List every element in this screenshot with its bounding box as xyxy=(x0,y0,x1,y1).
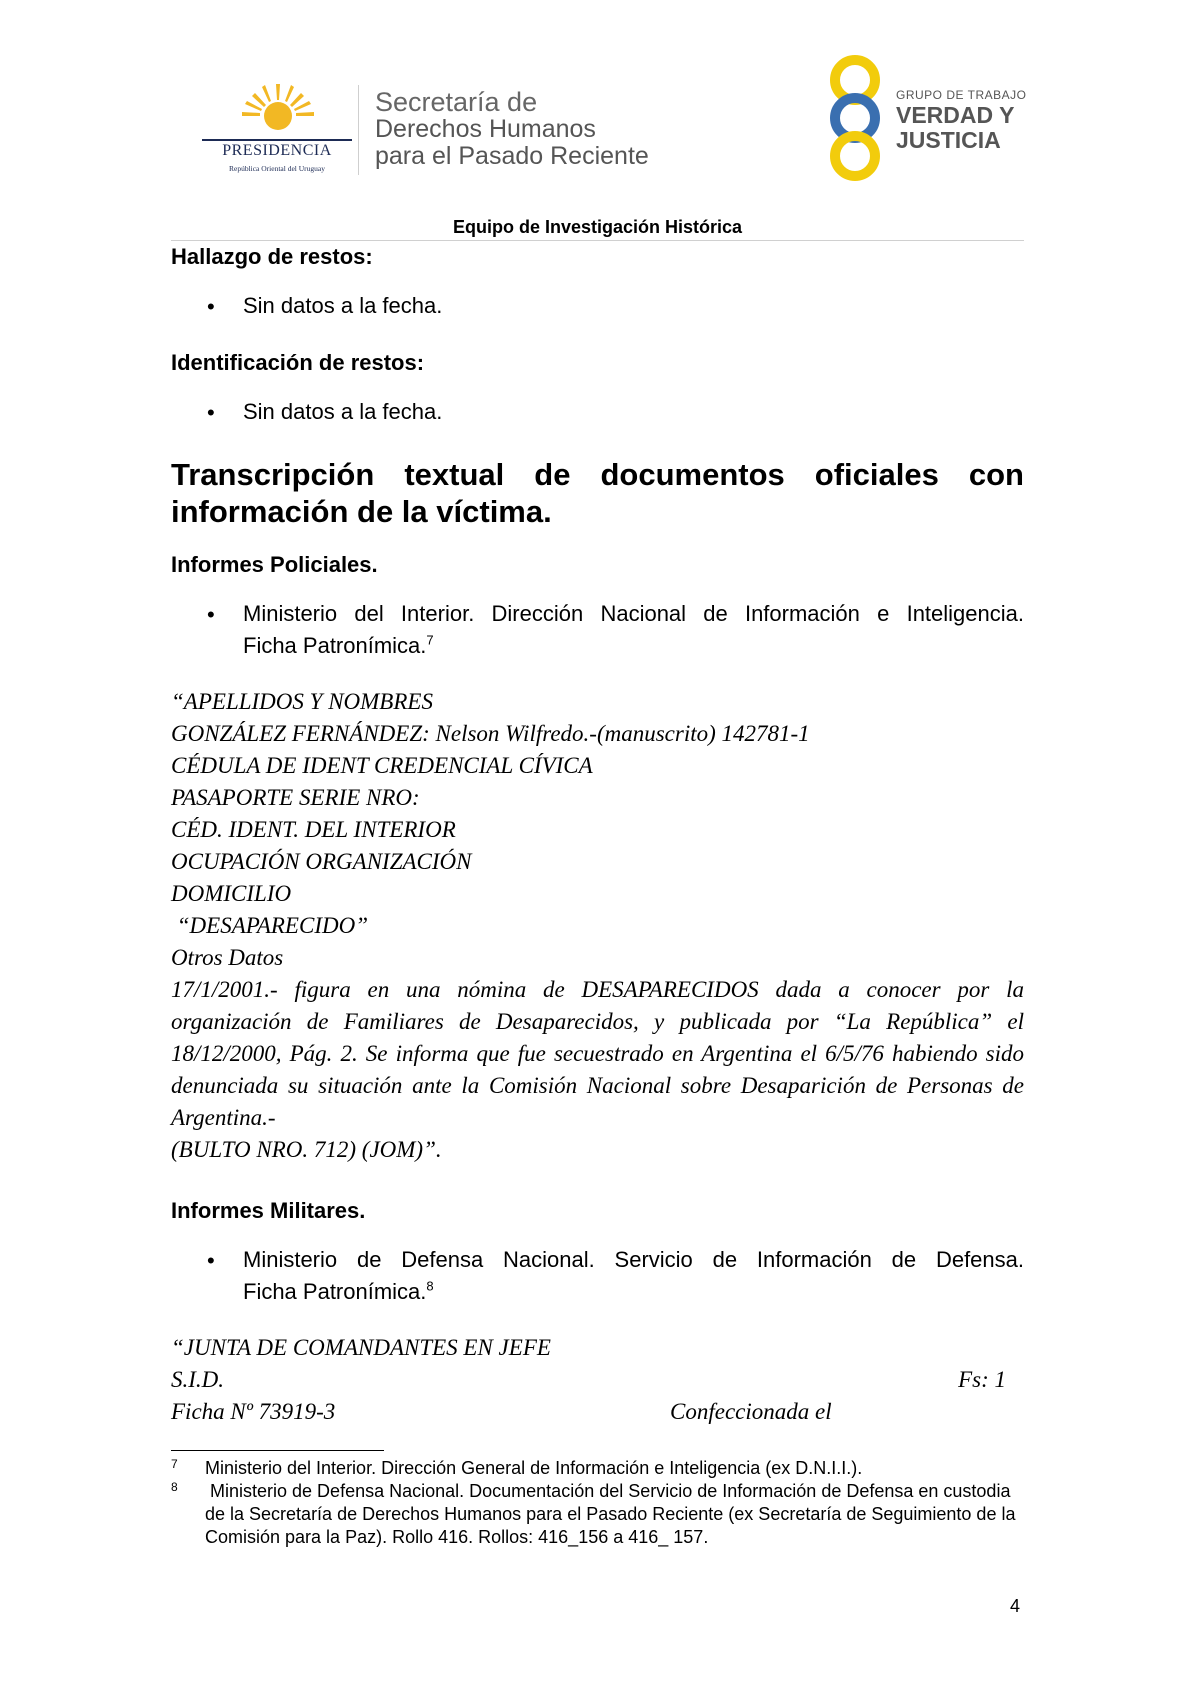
footnote-ref-7[interactable]: 7 xyxy=(426,632,434,648)
footnote-number: 7 xyxy=(171,1457,178,1471)
identificacion-heading: Identificación de restos: xyxy=(171,350,425,375)
transcripcion-heading: Transcripción textual de documentos oficiales con información de la víctima. xyxy=(171,457,1024,529)
footnote-ref-8[interactable]: 8 xyxy=(426,1278,434,1294)
running-head-rule xyxy=(171,240,1024,241)
presidencia-subtitle: República Oriental del Uruguay xyxy=(228,164,325,173)
secretaria-line2: Derechos Humanos xyxy=(375,115,596,143)
sun-icon xyxy=(242,80,314,140)
ficha-confeccionada: Confeccionada el xyxy=(670,1399,832,1424)
gvj-line1: GRUPO DE TRABAJO xyxy=(896,88,1027,102)
ficha-line: “APELLIDOS Y NOMBRES xyxy=(171,689,433,714)
ficha-fs: Fs: 1 xyxy=(958,1367,1006,1392)
footnotes xyxy=(171,1457,1024,1549)
ficha-line: DOMICILIO xyxy=(171,881,292,906)
ficha-militar-row xyxy=(171,1364,1024,1396)
bullet-dot: • xyxy=(207,602,215,627)
verdad-justicia-logo xyxy=(820,55,1030,185)
footnote-8 xyxy=(171,1480,1024,1549)
bullet-dot: • xyxy=(207,294,215,319)
militares-heading: Informes Militares. xyxy=(171,1198,366,1223)
presidencia-logo xyxy=(197,80,357,180)
policiales-bullet xyxy=(243,598,1024,662)
footnote-text: Ministerio de Defensa Nacional. Documentación del Servicio de Información de Defensa en custodia de la Secretaría de Derechos Humanos para el Pasado Reciente (ex Secretaría de Seguimiento de la Comisión para la Paz). Rollo 416. Rollos: 416_156 a 416_ 157. xyxy=(205,1481,1021,1547)
footnote-text: Ministerio del Interior. Dirección General de Información e Inteligencia (ex D.N.I.I.). xyxy=(205,1458,863,1478)
ficha-line: CÉD. IDENT. DEL INTERIOR xyxy=(171,817,456,842)
policiales-heading: Informes Policiales. xyxy=(171,552,378,577)
bullet-dot: • xyxy=(207,1248,215,1273)
ficha-militar-row xyxy=(171,1396,1024,1428)
gvj-line2: VERDAD Y xyxy=(896,102,1015,128)
gvj-title xyxy=(896,103,1014,153)
ficha-numero: Ficha Nº 73919-3 xyxy=(171,1399,336,1424)
ficha-line: “DESAPARECIDO” xyxy=(171,913,368,938)
militares-bullet-line1: Ministerio de Defensa Nacional. Servicio de Información de Defensa. xyxy=(243,1247,1024,1272)
page-number: 4 xyxy=(1010,1596,1021,1616)
ficha-line: GONZÁLEZ FERNÁNDEZ: Nelson Wilfredo.-(manuscrito) 142781-1 xyxy=(171,721,810,746)
militares-bullet-line2 xyxy=(243,1276,1024,1308)
ficha-sid: S.I.D. xyxy=(171,1367,225,1392)
policiales-bullet-line1: Ministerio del Interior. Dirección Nacional de Información e Inteligencia. xyxy=(243,601,1024,626)
footnote-7 xyxy=(171,1457,1024,1480)
hallazgo-bullet: Sin datos a la fecha. xyxy=(243,293,443,318)
hallazgo-heading: Hallazgo de restos: xyxy=(171,244,373,269)
ficha-bulto: (BULTO NRO. 712) (JOM)”. xyxy=(171,1137,442,1162)
secretaria-line1: Secretaría de xyxy=(375,87,538,117)
ficha-line: CÉDULA DE IDENT CREDENCIAL CÍVICA xyxy=(171,753,593,778)
ficha-policial xyxy=(171,686,1024,1166)
ficha-militar-line1: “JUNTA DE COMANDANTES EN JEFE xyxy=(171,1335,551,1360)
page-header xyxy=(0,0,1191,200)
footnote-number: 8 xyxy=(171,1480,178,1494)
identificacion-bullet: Sin datos a la fecha. xyxy=(243,399,443,424)
militares-bullet xyxy=(243,1244,1024,1308)
running-head: Equipo de Investigación Histórica xyxy=(452,217,743,237)
militares-bullet-text2: Ficha Patronímica. xyxy=(243,1279,427,1304)
ficha-line: OCUPACIÓN ORGANIZACIÓN xyxy=(171,849,472,874)
presidencia-label: PRESIDENCIA xyxy=(222,142,332,159)
footnote-rule xyxy=(171,1450,384,1451)
ficha-line: Otros Datos xyxy=(171,945,284,970)
secretaria-logo xyxy=(375,89,649,170)
ficha-otros-datos: 17/1/2001.- figura en una nómina de DESAPARECIDOS dada a conocer por la organización de Familiares de Desaparecidos, y publicada por “La República” el 18/12/2000, Pág. 2. Se informa que fue secuestrado en Argentina el 6/5/76 habiendo sido denunciada su situación ante la Comisión Nacional sobre Desaparición de Personas de Argentina.- xyxy=(171,977,1024,1130)
policiales-bullet-text2: Ficha Patronímica. xyxy=(243,633,427,658)
logo-divider xyxy=(358,85,359,175)
presidencia-rule xyxy=(202,139,352,141)
rings-icon xyxy=(820,55,890,185)
policiales-bullet-line2 xyxy=(243,630,1024,662)
bullet-dot: • xyxy=(207,400,215,425)
ficha-line: PASAPORTE SERIE NRO: xyxy=(171,785,420,810)
ficha-militar xyxy=(171,1332,1024,1428)
gvj-line3: JUSTICIA xyxy=(896,127,1001,153)
secretaria-line3: para el Pasado Reciente xyxy=(375,142,649,170)
